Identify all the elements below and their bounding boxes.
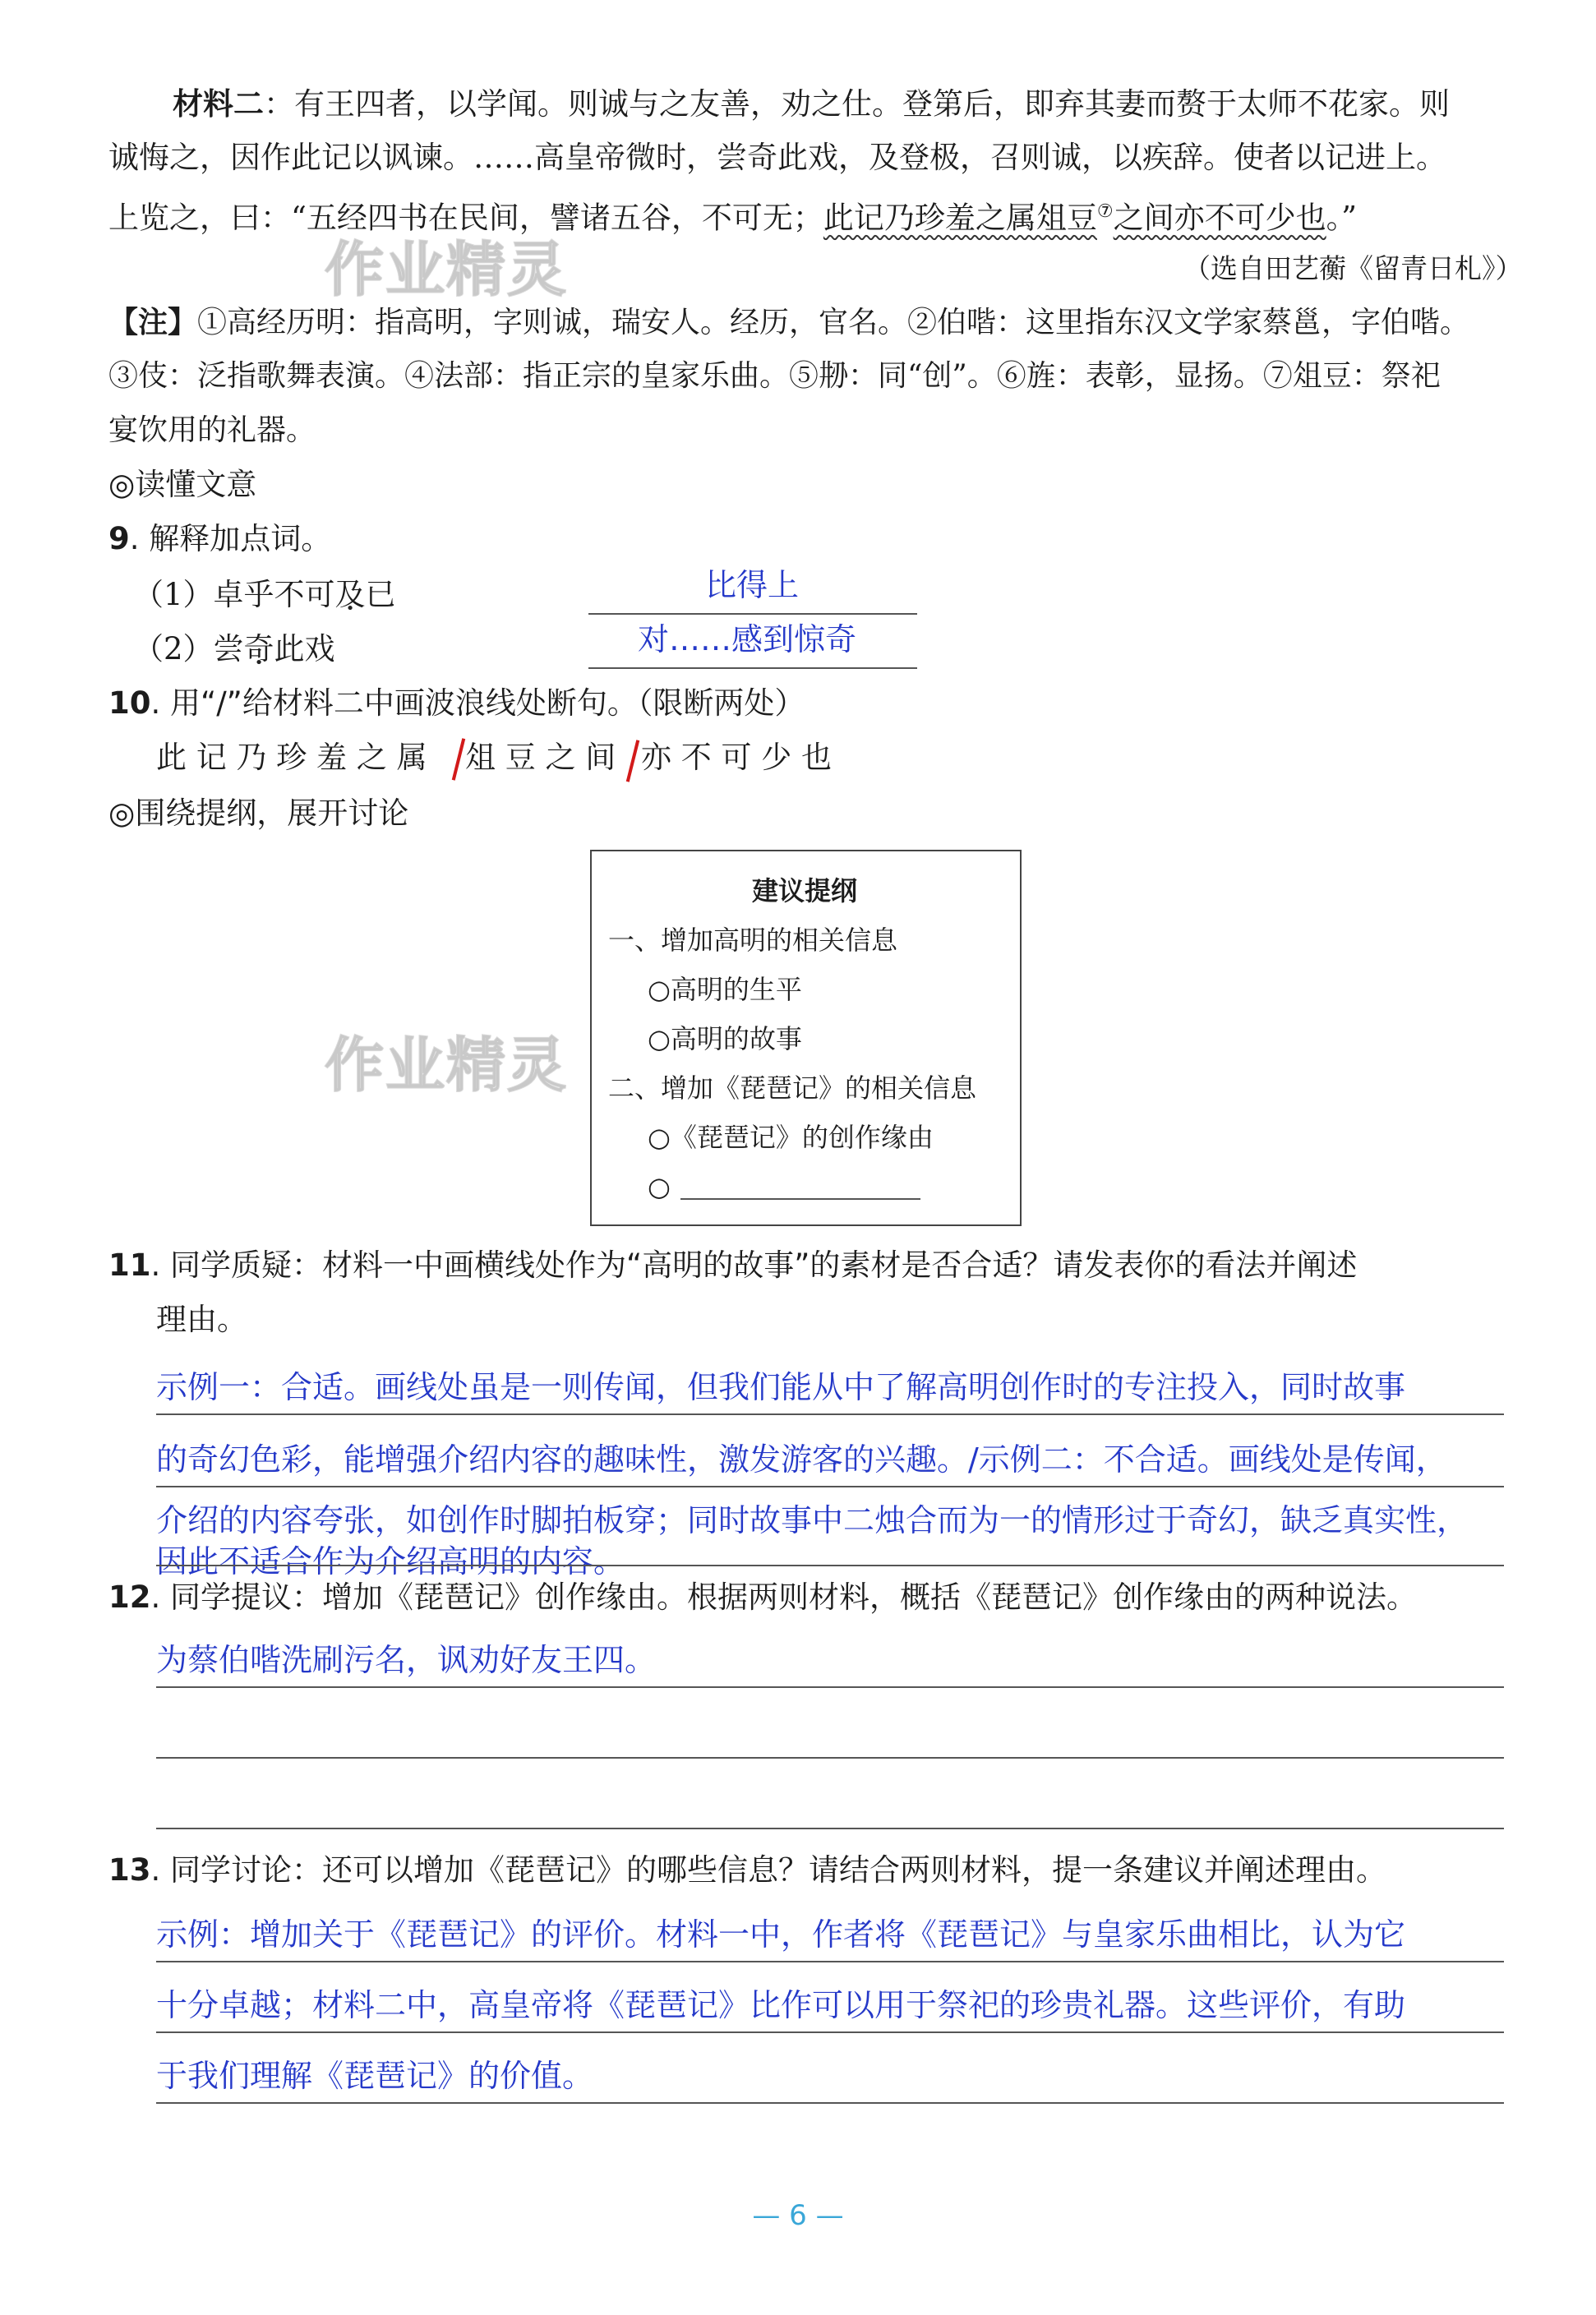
outline-item-blank: ○ xyxy=(648,1171,671,1202)
q13-text: . 同学讨论：还可以增加《琵琶记》的哪些信息？请结合两则材料，提一条建议并阐述理由。 xyxy=(150,1852,1387,1888)
q10-prompt xyxy=(108,684,805,723)
section-discuss-heading: ◎围绕提纲，展开讨论 xyxy=(108,795,409,831)
q9-item2-pre: （2）尝 xyxy=(133,631,244,666)
outline-item-origin: ○《琵琶记》的创作缘由 xyxy=(648,1122,934,1153)
notes-line1 xyxy=(108,302,1469,343)
q13-answer-line3: 于我们理解《琵琶记》的价值。 xyxy=(156,2058,594,2094)
q9-answer2: 对……感到惊奇 xyxy=(638,621,857,657)
material2-line3-end: 。” xyxy=(1326,200,1358,236)
material2-line1-text: ：有王四者，以学闻。则诚与之友善，劝之仕。登第后，即弃其妻而赘于太师不花家。则 xyxy=(264,86,1450,122)
q13-rule3 xyxy=(156,2102,1504,2104)
q11-number: 11 xyxy=(108,1247,151,1283)
watermark-logo: 作业精灵 xyxy=(325,235,569,304)
q12-number: 12 xyxy=(108,1579,151,1615)
q11-rule2 xyxy=(156,1486,1504,1487)
q13-rule2 xyxy=(156,2031,1504,2033)
outline-title: 建议提纲 xyxy=(752,875,858,906)
material2-source: （选自田艺蘅《留青日札》） xyxy=(1183,252,1523,284)
q11-prompt-2: 理由。 xyxy=(156,1302,247,1337)
outline-blank-line xyxy=(680,1198,920,1200)
q9-item1-pre: （1）卓乎不可 xyxy=(133,577,335,612)
break-slash-1 xyxy=(452,738,465,780)
q13-answer-line1: 示例：增加关于《琵琶记》的评价。材料一中，作者将《琵琶记》与皇家乐曲相比，认为它 xyxy=(156,1916,1406,1953)
q13-prompt xyxy=(108,1851,1386,1890)
q13-rule1 xyxy=(156,1961,1504,1962)
q11-text: . 同学质疑：材料一中画横线处作为“高明的故事”的素材是否合适？请发表你的看法并阐述 xyxy=(150,1247,1358,1283)
q9-item2-dotted: 奇 xyxy=(243,631,274,666)
q10-chars-b: 俎 豆 之 间 xyxy=(465,740,616,775)
q9-item2 xyxy=(133,629,335,669)
outline-item-life: ○高明的生平 xyxy=(648,974,802,1005)
q11-answer-line3: 介绍的内容夸张，如创作时脚拍板穿；同时故事中二烛合而为一的情形过于奇幻，缺乏真实性， xyxy=(156,1502,1469,1538)
section-read-heading: ◎读懂文意 xyxy=(108,467,257,502)
q11-answer-line1: 示例一：合适。画线处虽是一则传闻，但我们能从中了解高明创作时的专注投入，同时故事 xyxy=(156,1369,1406,1405)
q12-text: . 同学提议：增加《琵琶记》创作缘由。根据两则材料，概括《琵琶记》创作缘由的两种说法。 xyxy=(150,1579,1418,1615)
material2-line1 xyxy=(173,84,1450,124)
q9-item2-post: 此戏 xyxy=(274,631,335,666)
q10-number: 10 xyxy=(108,685,151,721)
q9-item1 xyxy=(133,575,396,615)
q12-rule1 xyxy=(156,1686,1504,1688)
q11-rule1 xyxy=(156,1413,1504,1415)
outline-heading-1: 一、增加高明的相关信息 xyxy=(608,925,898,956)
q11-prompt xyxy=(108,1246,1357,1285)
break-slash-2 xyxy=(626,740,639,782)
q10-chars-c: 亦 不 可 少 也 xyxy=(641,740,833,775)
notes-line2: ③伎：泛指歌舞表演。④法部：指正宗的皇家乐曲。⑤刱：同“创”。⑥旌：表彰，显扬。⑦俎豆：祭祀 xyxy=(108,359,1441,393)
material2-line3-pre: 上览之，曰：“五经四书在民间，譬诸五谷，不可无； xyxy=(108,200,823,236)
material2-label: 材料二 xyxy=(173,85,264,122)
q9-item1-post: 已 xyxy=(365,577,396,612)
note-mark: ⑦ xyxy=(1096,201,1114,222)
notes-line1-text: ①高经历明：指高明，字则诚，瑞安人。经历，官名。②伯喈：这里指东汉文学家蔡邕，字伯喈。 xyxy=(197,306,1470,339)
q13-answer-line2: 十分卓越；材料二中，高皇帝将《琵琶记》比作可以用于祭祀的珍贵礼器。这些评价，有助 xyxy=(156,1987,1406,2023)
notes-line3: 宴饮用的礼器。 xyxy=(108,413,316,447)
q9-answer1-line xyxy=(588,613,917,615)
q12-rule3 xyxy=(156,1828,1504,1829)
watermark-logo: 作业精灵 xyxy=(325,1031,569,1100)
q9-item1-dotted: 及 xyxy=(334,577,366,612)
notes-label: 【注】 xyxy=(108,305,198,339)
outline-item-story: ○高明的故事 xyxy=(648,1023,802,1054)
q9-answer2-line xyxy=(588,667,917,669)
q9-text: . 解释加点词。 xyxy=(129,521,332,556)
q12-answer: 为蔡伯喈洗刷污名，讽劝好友王四。 xyxy=(156,1642,657,1678)
q11-answer-line2: 的奇幻色彩，能增强介绍内容的趣味性，激发游客的兴趣。/示例二：不合适。画线处是传闻， xyxy=(156,1441,1447,1478)
outline-box xyxy=(590,850,1022,1226)
material2-line3 xyxy=(108,192,1357,237)
q9-prompt xyxy=(108,519,331,559)
q13-number: 13 xyxy=(108,1852,151,1888)
wavy-underline-text-a: 此记乃珍羞之属俎豆 xyxy=(823,200,1097,236)
material2-line2: 诚悔之，因作此记以讽谏。……高皇帝微时，尝奇此戏，及登极，召则诚，以疾辞。使者以记进上。 xyxy=(108,140,1446,175)
q12-prompt xyxy=(108,1578,1417,1617)
q10-text: . 用“/”给材料二中画波浪线处断句。（限断两处） xyxy=(150,685,805,721)
outline-heading-2: 二、增加《琵琶记》的相关信息 xyxy=(608,1072,977,1104)
q12-rule2 xyxy=(156,1757,1504,1759)
wavy-underline-text-b: 之间亦不可少也 xyxy=(1113,200,1326,236)
page-number: — 6 — xyxy=(752,2199,844,2232)
q10-chars-a: 此 记 乃 珍 羞 之 属 xyxy=(156,740,427,775)
q9-number: 9 xyxy=(108,521,130,556)
q11-answer-line4: 因此不适合作为介绍高明的内容。 xyxy=(156,1543,625,1579)
q11-rule3 xyxy=(156,1565,1504,1566)
q9-answer1: 比得上 xyxy=(705,567,800,603)
